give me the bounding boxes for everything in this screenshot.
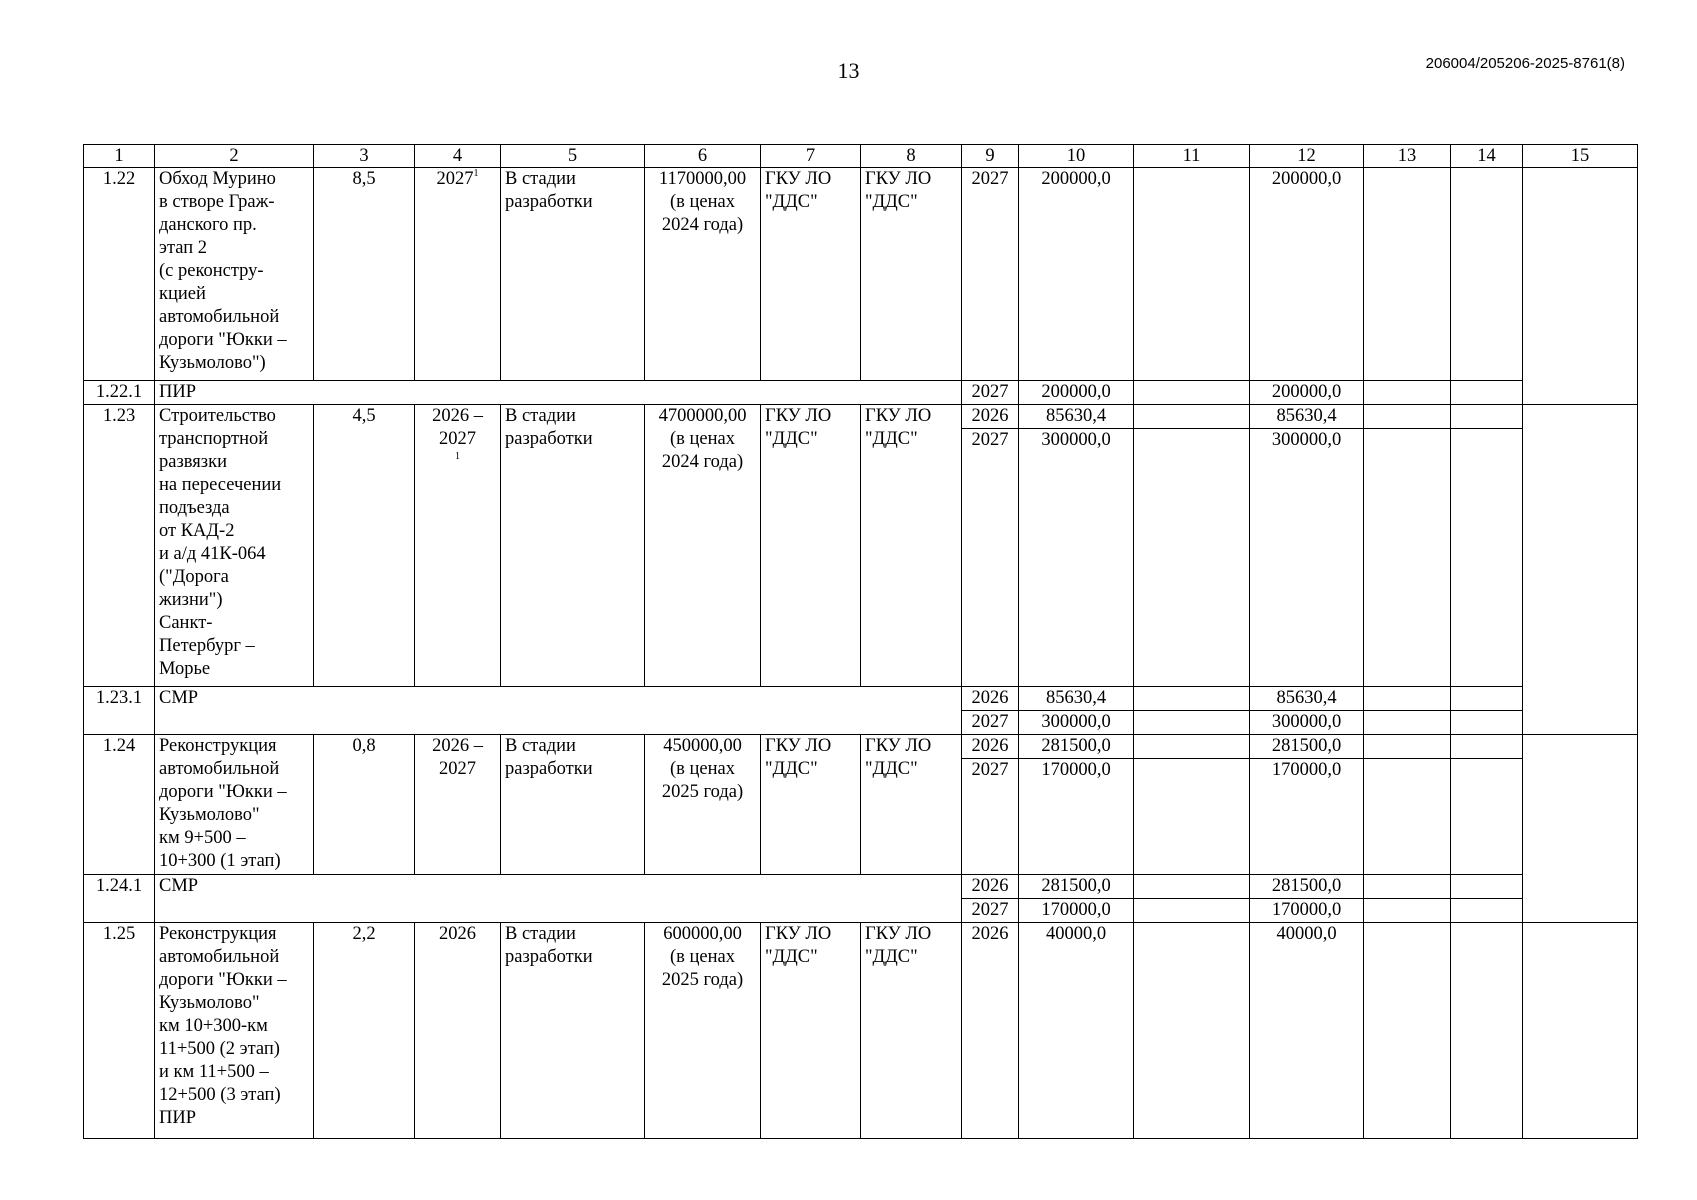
- row-number: 1.25: [84, 923, 155, 1139]
- status: В стадии разработки: [501, 923, 645, 1139]
- col14-amount: [1451, 429, 1523, 687]
- table-row: [84, 168, 1638, 381]
- col13-amount: [1364, 899, 1451, 923]
- year: 2026: [962, 923, 1019, 1139]
- length: 4,5: [314, 405, 415, 687]
- year: 2026: [962, 875, 1019, 899]
- year: 2027: [962, 381, 1019, 405]
- col14-amount: [1451, 687, 1523, 711]
- col12-amount: 300000,0: [1250, 429, 1364, 687]
- cost: 450000,00 (в ценах 2025 года): [645, 735, 761, 875]
- col14-amount: [1451, 405, 1523, 429]
- col12-amount: 85630,4: [1250, 405, 1364, 429]
- col11-amount: [1134, 899, 1250, 923]
- col-header: 12: [1250, 145, 1364, 168]
- col13-amount: [1364, 875, 1451, 899]
- col13-amount: [1364, 735, 1451, 759]
- status: В стадии разработки: [501, 735, 645, 875]
- col12-amount: 170000,0: [1250, 899, 1364, 923]
- col14-amount: [1451, 711, 1523, 735]
- table-row: [84, 923, 1638, 1139]
- row-number: 1.22: [84, 168, 155, 381]
- col14-amount: [1451, 875, 1523, 899]
- col13-amount: [1364, 168, 1451, 381]
- table-row: [84, 687, 1638, 711]
- year: 2027: [962, 899, 1019, 923]
- year: 2027: [962, 759, 1019, 875]
- col13-amount: [1364, 923, 1451, 1139]
- col13-amount: [1364, 759, 1451, 875]
- col15-note: [1523, 405, 1638, 735]
- status: В стадии разработки: [501, 168, 645, 381]
- col-header: 8: [861, 145, 962, 168]
- col-header: 1: [84, 145, 155, 168]
- col-header: 15: [1523, 145, 1638, 168]
- total-amount: 200000,0: [1019, 168, 1134, 381]
- total-amount: 170000,0: [1019, 759, 1134, 875]
- year: 2026: [962, 405, 1019, 429]
- col12-amount: 300000,0: [1250, 711, 1364, 735]
- col11-amount: [1134, 405, 1250, 429]
- col13-amount: [1364, 405, 1451, 429]
- col-header: 7: [761, 145, 861, 168]
- year: 2027: [962, 711, 1019, 735]
- builder: ГКУ ЛО "ДДС": [861, 168, 962, 381]
- object-name: Обход Мурино в створе Граж- данского пр. этап 2 (с реконстру- кцией автомобильной дороги "Юкки – Кузьмолово"): [155, 168, 314, 381]
- col13-amount: [1364, 711, 1451, 735]
- work-type: СМР: [155, 687, 962, 735]
- object-name: Реконструкция автомобильной дороги "Юкки – Кузьмолово" км 9+500 – 10+300 (1 этап): [155, 735, 314, 875]
- col-header: 11: [1134, 145, 1250, 168]
- col11-amount: [1134, 923, 1250, 1139]
- col11-amount: [1134, 735, 1250, 759]
- page-number: 13: [837, 58, 860, 83]
- year: 2027: [962, 429, 1019, 687]
- customer: ГКУ ЛО "ДДС": [761, 735, 861, 875]
- work-type: СМР: [155, 875, 962, 923]
- period: 2027$^1$: [415, 168, 501, 381]
- document-id: 206004/205206-2025-8761(8): [1425, 55, 1625, 72]
- work-type: ПИР: [155, 381, 962, 405]
- col11-amount: [1134, 687, 1250, 711]
- col14-amount: [1451, 735, 1523, 759]
- row-number: 1.23.1: [84, 687, 155, 735]
- col14-amount: [1451, 899, 1523, 923]
- object-name: Реконструкция автомобильной дороги "Юкки – Кузьмолово" км 10+300-км 11+500 (2 этап) и км 11+500 – 12+500 (3 этап) ПИР: [155, 923, 314, 1139]
- col-header: 10: [1019, 145, 1134, 168]
- total-amount: 300000,0: [1019, 429, 1134, 687]
- cost: 1170000,00 (в ценах 2024 года): [645, 168, 761, 381]
- col12-amount: 85630,4: [1250, 687, 1364, 711]
- col15-note: [1523, 168, 1638, 405]
- total-amount: 85630,4: [1019, 687, 1134, 711]
- row-number: 1.24.1: [84, 875, 155, 923]
- col11-amount: [1134, 168, 1250, 381]
- table-row: [84, 875, 1638, 899]
- column-numbers-row: [84, 145, 1638, 168]
- col13-amount: [1364, 687, 1451, 711]
- total-amount: 170000,0: [1019, 899, 1134, 923]
- table-row: [84, 405, 1638, 429]
- total-amount: 85630,4: [1019, 405, 1134, 429]
- customer: ГКУ ЛО "ДДС": [761, 923, 861, 1139]
- col13-amount: [1364, 429, 1451, 687]
- col-header: 5: [501, 145, 645, 168]
- col11-amount: [1134, 711, 1250, 735]
- col-header: 2: [155, 145, 314, 168]
- col12-amount: 281500,0: [1250, 735, 1364, 759]
- year: 2026: [962, 735, 1019, 759]
- col-header: 13: [1364, 145, 1451, 168]
- col-header: 9: [962, 145, 1019, 168]
- period: 2026 – 2027: [415, 735, 501, 875]
- col14-amount: [1451, 923, 1523, 1139]
- cost: 600000,00 (в ценах 2025 года): [645, 923, 761, 1139]
- period: 2026: [415, 923, 501, 1139]
- col12-amount: 200000,0: [1250, 168, 1364, 381]
- builder: ГКУ ЛО "ДДС": [861, 735, 962, 875]
- col12-amount: 40000,0: [1250, 923, 1364, 1139]
- col12-amount: 170000,0: [1250, 759, 1364, 875]
- col12-amount: 200000,0: [1250, 381, 1364, 405]
- col-header: 14: [1451, 145, 1523, 168]
- col12-amount: 281500,0: [1250, 875, 1364, 899]
- object-name: Строительство транспортной развязки на пересечении подъезда от КАД-2 и а/д 41К-064 ("Дорога жизни") Санкт- Петербург – Морье: [155, 405, 314, 687]
- col14-amount: [1451, 381, 1523, 405]
- customer: ГКУ ЛО "ДДС": [761, 168, 861, 381]
- col-header: 6: [645, 145, 761, 168]
- total-amount: 281500,0: [1019, 735, 1134, 759]
- status: В стадии разработки: [501, 405, 645, 687]
- col11-amount: [1134, 875, 1250, 899]
- table-row: [84, 735, 1638, 759]
- length: 2,2: [314, 923, 415, 1139]
- table-row: [84, 381, 1638, 405]
- col11-amount: [1134, 759, 1250, 875]
- total-amount: 40000,0: [1019, 923, 1134, 1139]
- period: 2026 – 2027 $^1$: [415, 405, 501, 687]
- length: 8,5: [314, 168, 415, 381]
- cost: 4700000,00 (в ценах 2024 года): [645, 405, 761, 687]
- program-table: [83, 144, 1638, 1139]
- row-number: 1.22.1: [84, 381, 155, 405]
- col15-note: [1523, 735, 1638, 923]
- col11-amount: [1134, 381, 1250, 405]
- builder: ГКУ ЛО "ДДС": [861, 923, 962, 1139]
- row-number: 1.23: [84, 405, 155, 687]
- builder: ГКУ ЛО "ДДС": [861, 405, 962, 687]
- customer: ГКУ ЛО "ДДС": [761, 405, 861, 687]
- year: 2027: [962, 168, 1019, 381]
- col-header: 4: [415, 145, 501, 168]
- total-amount: 281500,0: [1019, 875, 1134, 899]
- col15-note: [1523, 923, 1638, 1139]
- col-header: 3: [314, 145, 415, 168]
- col13-amount: [1364, 381, 1451, 405]
- length: 0,8: [314, 735, 415, 875]
- col14-amount: [1451, 168, 1523, 381]
- total-amount: 300000,0: [1019, 711, 1134, 735]
- col14-amount: [1451, 759, 1523, 875]
- total-amount: 200000,0: [1019, 381, 1134, 405]
- col11-amount: [1134, 429, 1250, 687]
- row-number: 1.24: [84, 735, 155, 875]
- year: 2026: [962, 687, 1019, 711]
